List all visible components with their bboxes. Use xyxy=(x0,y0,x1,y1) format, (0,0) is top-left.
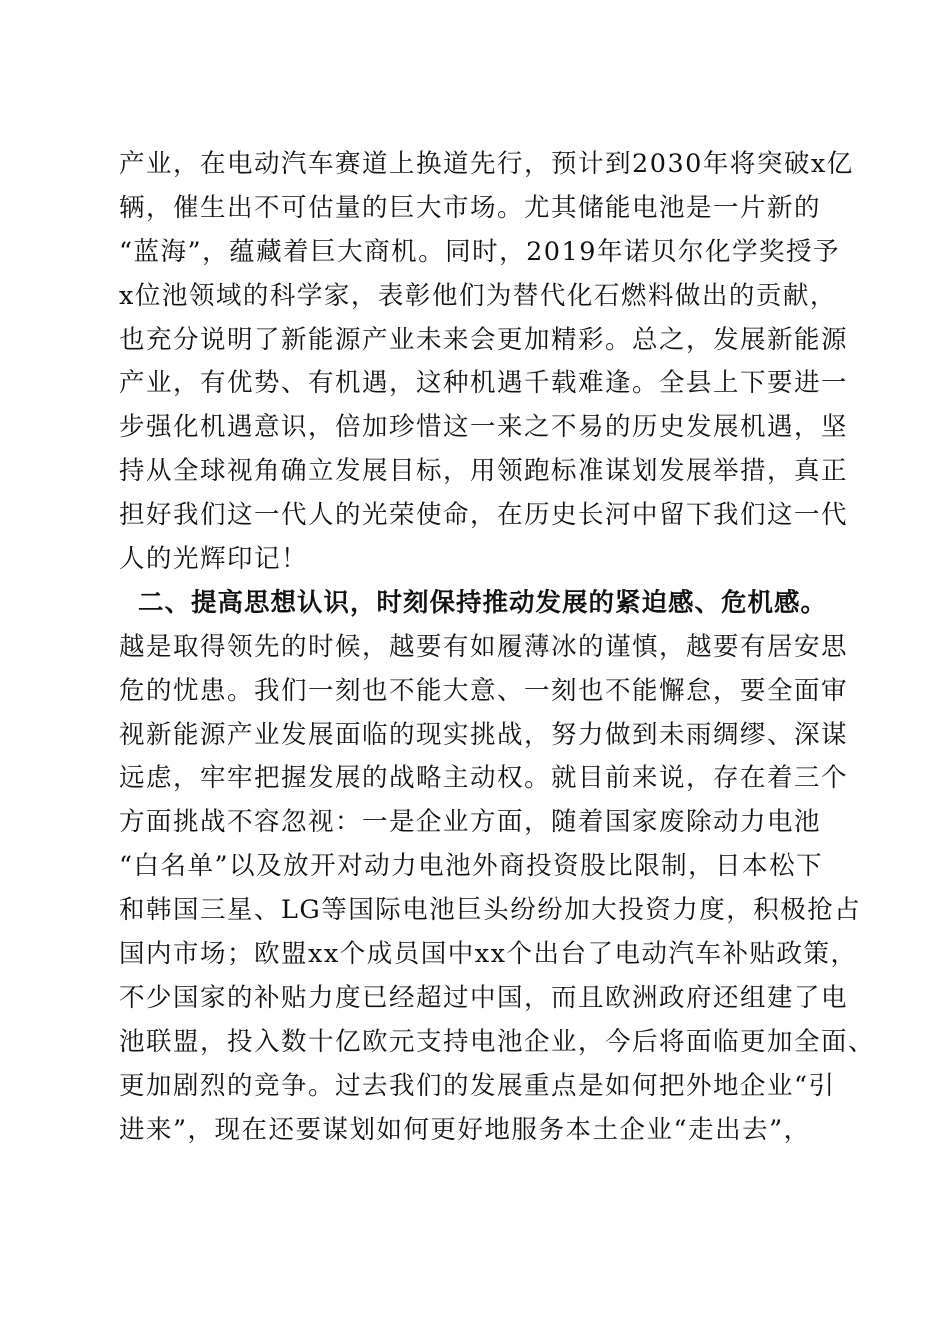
text-line: 产业，在电动汽车赛道上换道先行，预计到2030年将突破x亿 xyxy=(119,149,854,179)
text-line: 国内市场；欧盟xx个成员国中xx个出台了电动汽车补贴政策， xyxy=(119,939,858,970)
text-line: 产业，有优势、有机遇，这种机遇千载难逢。全县上下要进一 xyxy=(119,368,849,399)
text-line: 步强化机遇意识，倍加珍惜这一来之不易的历史发展机遇，坚 xyxy=(119,412,849,443)
text-line: “蓝海”，蕴藏着巨大商机。同时，2019年诺贝尔化学奖授予 xyxy=(119,236,840,267)
text-line: 进来”，现在还要谋划如何更好地服务本土企业“走出去”， xyxy=(119,1114,811,1145)
text-line: 池联盟，投入数十亿欧元支持电池企业，今后将面临更加全面、 xyxy=(119,1026,876,1057)
text-line: 视新能源产业发展面临的现实挑战，努力做到未雨绸缪、深谋 xyxy=(119,719,849,750)
section-heading: 二、提高思想认识，时刻保持推动发展的紧迫感、危机感。 xyxy=(138,587,828,618)
text-line: 更加剧烈的竞争。过去我们的发展重点是如何把外地企业“引 xyxy=(119,1070,836,1101)
text-line: 越是取得领先的时候，越要有如履薄冰的谨慎，越要有居安思 xyxy=(119,631,849,662)
text-line: 也充分说明了新能源产业未来会更加精彩。总之，发展新能源 xyxy=(119,324,849,355)
text-line: 危的忧患。我们一刻也不能大意、一刻也不能懈怠，要全面审 xyxy=(119,675,849,706)
text-line: 不少国家的补贴力度已经超过中国，而且欧洲政府还组建了电 xyxy=(119,982,849,1013)
text-line: x位池领域的科学家，表彰他们为替代化石燃料做出的贡献， xyxy=(119,280,837,311)
text-line: 担好我们这一代人的光荣使命，在历史长河中留下我们这一代 xyxy=(119,500,849,531)
body-text xyxy=(119,143,876,1152)
text-line: 和韩国三星、LG等国际电池巨头纷纷加大投资力度，积极抢占 xyxy=(119,895,862,926)
text-line: 远虑，牢牢把握发展的战略主动权。就目前来说，存在着三个 xyxy=(119,763,849,794)
text-line: “白名单”以及放开对动力电池外商投资股比限制，日本松下 xyxy=(119,851,824,882)
text-line: 辆，催生出不可估量的巨大市场。尤其储能电池是一片新的 xyxy=(119,192,822,223)
text-line: 人的光辉印记！ xyxy=(119,544,309,575)
text-line: 持从全球视角确立发展目标，用领跑标准谋划发展举措，真正 xyxy=(119,456,849,487)
text-line: 方面挑战不容忽视：一是企业方面，随着国家废除动力电池 xyxy=(119,807,822,838)
